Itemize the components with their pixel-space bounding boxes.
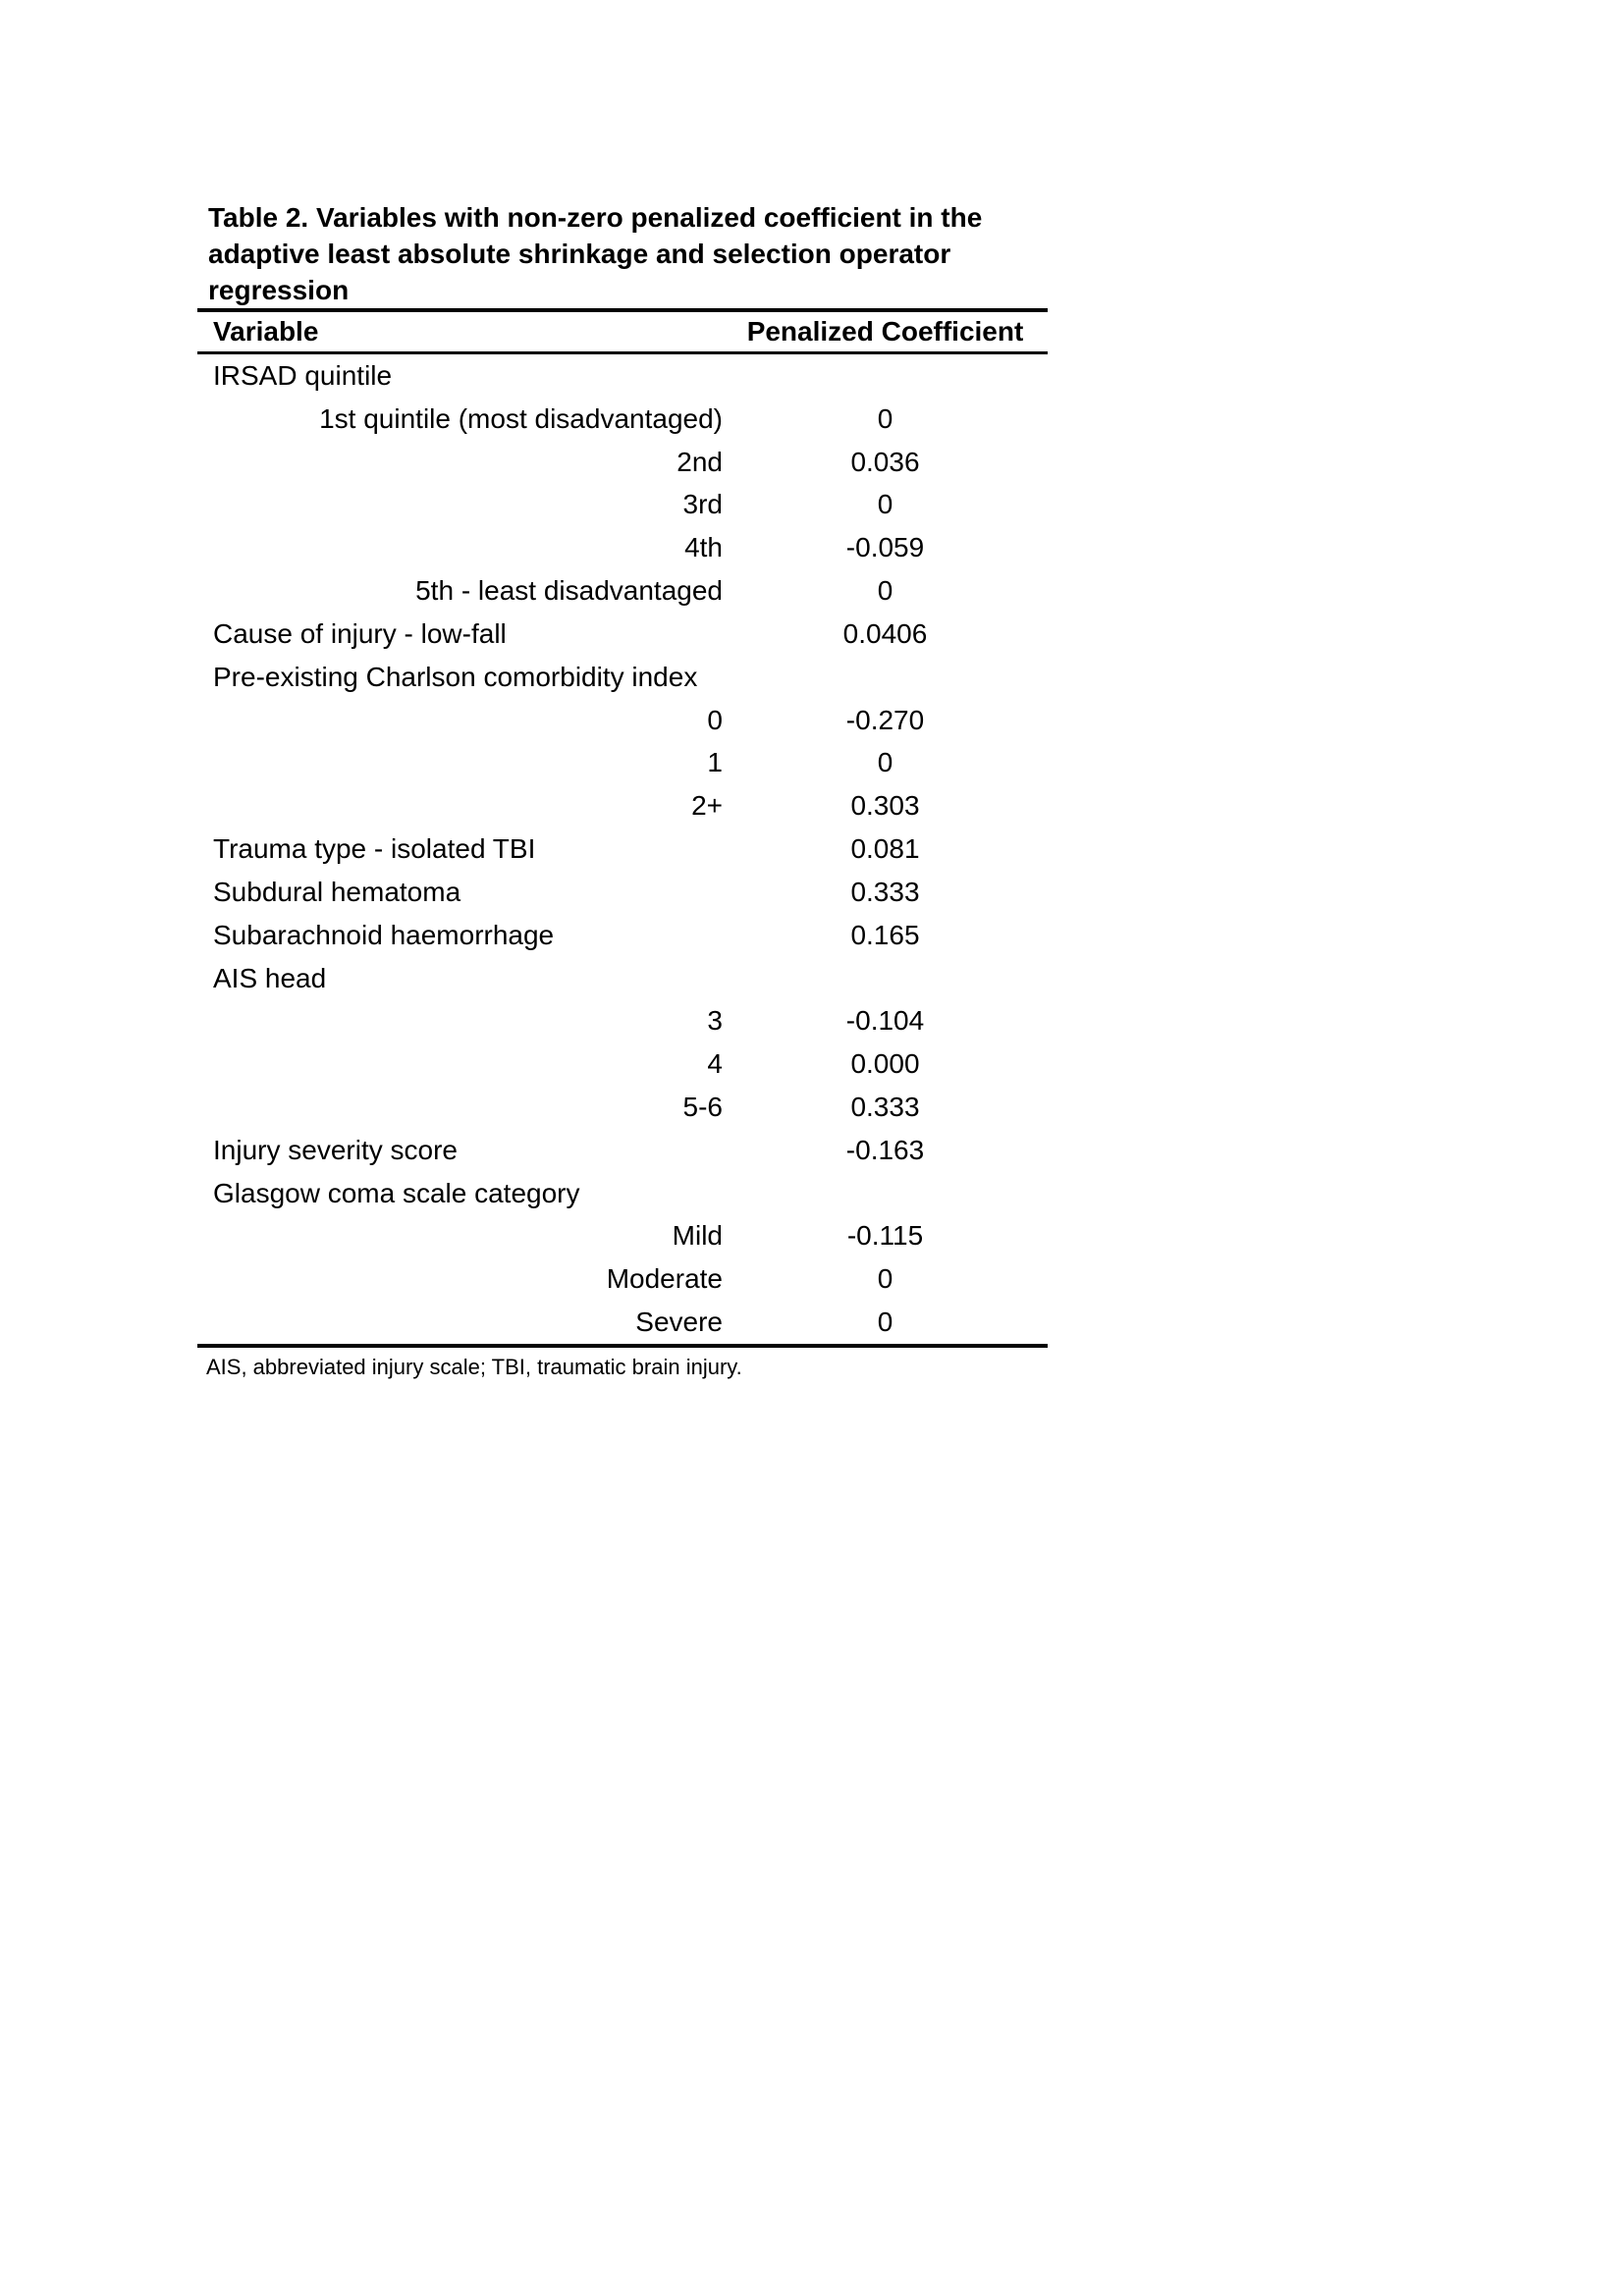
variable-cell: 1st quintile (most disadvantaged): [319, 402, 723, 434]
coefficient-cell: 0: [877, 489, 893, 520]
table-row: [197, 613, 1048, 656]
coefficient-cell: -0.115: [846, 1220, 924, 1252]
coefficient-cell: 0.333: [850, 876, 920, 907]
variable-cell: Trauma type - isolated TBI: [213, 833, 536, 865]
table-row: [197, 999, 1048, 1042]
variable-cell: Mild: [672, 1220, 723, 1252]
coefficient-cell: 0: [877, 747, 893, 778]
variable-cell: 1: [707, 747, 723, 778]
coefficient-cell: -0.163: [845, 1134, 925, 1165]
variable-cell: Subarachnoid haemorrhage: [213, 919, 555, 950]
coefficient-cell: -0.059: [845, 532, 925, 563]
variable-cell: 5-6: [682, 1091, 723, 1122]
table-row: [197, 441, 1048, 484]
table-row: [197, 828, 1048, 871]
variable-cell: Severe: [635, 1307, 723, 1338]
table-row: [197, 914, 1048, 957]
variable-cell: 2nd: [677, 446, 723, 477]
table-row: [197, 1215, 1048, 1258]
coefficient-cell: 0.333: [850, 1091, 920, 1122]
table-row: [197, 526, 1048, 569]
variable-cell: 3: [707, 1005, 723, 1037]
coefficient-cell: 0.165: [850, 919, 920, 950]
coefficient-cell: 0.0406: [842, 617, 928, 649]
coefficient-cell: 0: [877, 1307, 893, 1338]
column-header-variable: Variable: [213, 316, 319, 347]
coefficient-cell: 0: [877, 402, 893, 434]
variable-cell: Subdural hematoma: [213, 876, 461, 907]
variable-cell: 0: [707, 704, 723, 735]
table-row: [197, 354, 1048, 398]
table-row: [197, 741, 1048, 784]
table2-block: [197, 199, 1048, 1381]
coefficient-cell: -0.104: [845, 1005, 925, 1037]
table-row: [197, 569, 1048, 613]
table-row: [197, 784, 1048, 828]
variable-cell: Glasgow coma scale category: [213, 1177, 580, 1208]
variable-cell: 5th - least disadvantaged: [415, 575, 723, 607]
table-title: [208, 199, 1048, 308]
variable-cell: Pre-existing Charlson comorbidity index: [213, 661, 698, 692]
coefficient-cell: 0: [877, 1263, 893, 1295]
coefficient-cell: -0.270: [845, 704, 925, 735]
coefficient-cell: 0: [877, 575, 893, 607]
table-row: [197, 1301, 1048, 1344]
variable-cell: 4th: [684, 532, 723, 563]
table-title-line-3: regression: [208, 275, 350, 305]
variable-cell: AIS head: [213, 962, 327, 993]
variable-cell: Injury severity score: [213, 1134, 458, 1165]
table-row: [197, 656, 1048, 699]
column-header-penalized-coefficient: Penalized Coefficient: [746, 316, 1024, 347]
table-row: [197, 1172, 1048, 1215]
variable-cell: 3rd: [682, 489, 723, 520]
table-body: [197, 354, 1048, 1344]
coefficient-cell: 0.036: [850, 446, 920, 477]
coefficient-cell: 0.081: [850, 833, 920, 865]
table-row: [197, 1042, 1048, 1086]
table-header-row: [197, 312, 1048, 351]
table-title-line-1: Table 2. Variables with non-zero penalized coefficient in the: [208, 202, 983, 233]
table-row: [197, 699, 1048, 742]
table-row: [197, 871, 1048, 914]
table-row: [197, 483, 1048, 526]
table-row: [197, 1129, 1048, 1172]
coefficient-cell: 0.303: [850, 790, 920, 822]
table-row: [197, 1257, 1048, 1301]
table-row: [197, 398, 1048, 441]
table-footnote: AIS, abbreviated injury scale; TBI, traumatic brain injury.: [206, 1355, 742, 1380]
variable-cell: Moderate: [606, 1263, 723, 1295]
variable-cell: IRSAD quintile: [213, 359, 393, 391]
table-row: [197, 957, 1048, 1000]
coefficient-cell: 0.000: [850, 1048, 920, 1080]
variable-cell: 4: [707, 1048, 723, 1080]
table-title-line-2: adaptive least absolute shrinkage and selection operator: [208, 239, 951, 269]
table-row: [197, 1086, 1048, 1129]
variable-cell: Cause of injury - low-fall: [213, 617, 507, 649]
table-bottom-rule: [197, 1344, 1048, 1348]
variable-cell: 2+: [691, 790, 723, 822]
